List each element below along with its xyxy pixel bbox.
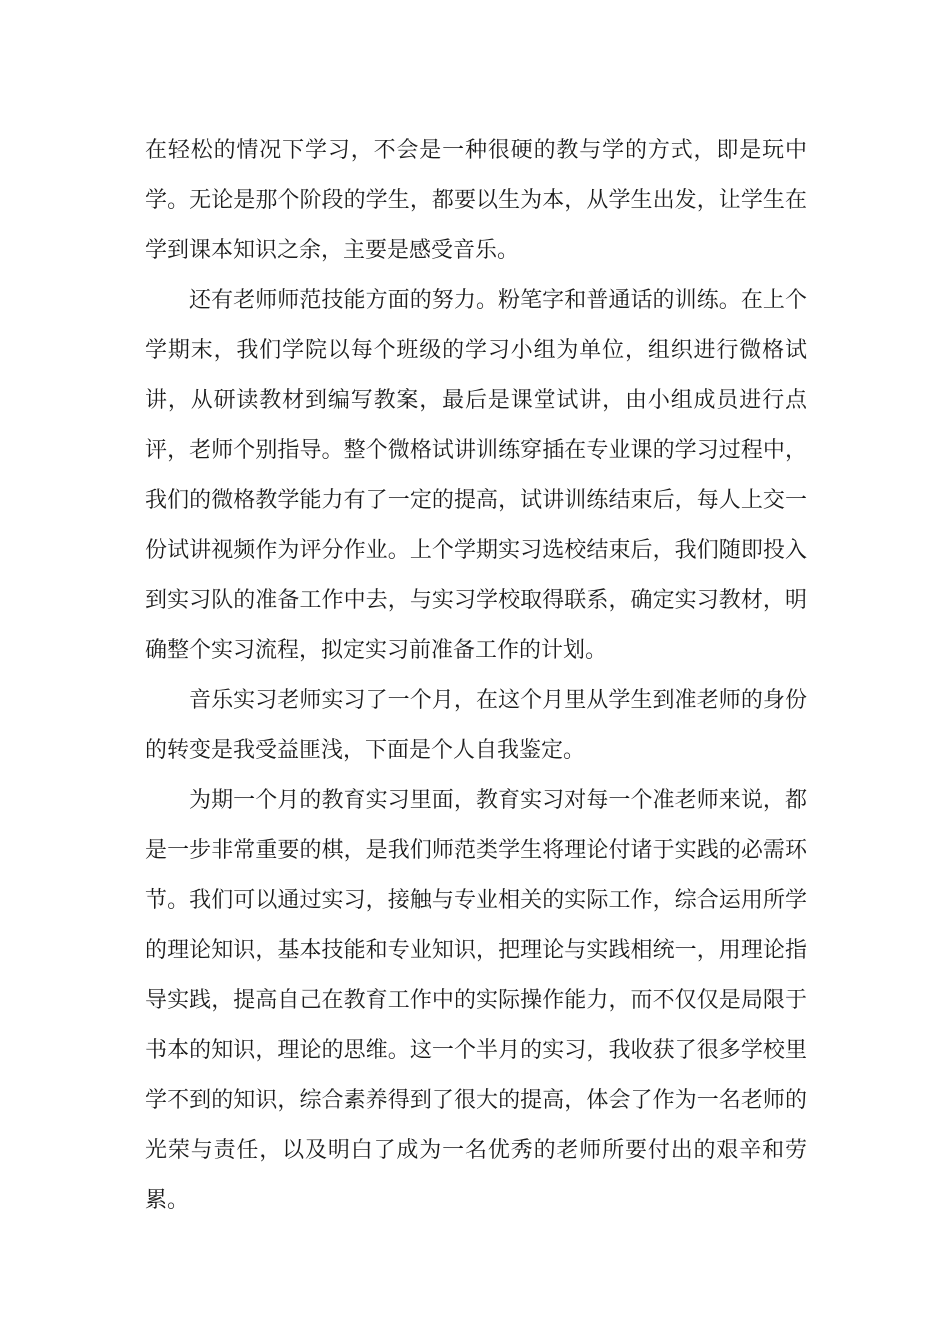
paragraph-2: 还有老师师范技能方面的努力。粉笔字和普通话的训练。在上个学期末，我们学院以每个班级的学习小组为单位，组织进行微格试讲，从研读教材到编写教案，最后是课堂试讲，由小组成员进行点评，老师个别指导。整个微格试讲训练穿插在专业课的学习过程中，我们的微格教学能力有了一定的提高，试讲训练结束后，每人上交一份试讲视频作为评分作业。上个学期实习选校结束后，我们随即投入到实习队的准备工作中去，与实习学校取得联系，确定实习教材，明确整个实习流程，拟定实习前准备工作的计划。 <box>145 288 807 663</box>
paragraph-1: 在轻松的情况下学习，不会是一种很硬的教与学的方式，即是玩中学。无论是那个阶段的学生，都要以生为本，从学生出发，让学生在学到课本知识之余，主要是感受音乐。 <box>145 138 807 263</box>
paragraph-4: 为期一个月的教育实习里面，教育实习对每一个准老师来说，都是一步非常重要的棋，是我们师范类学生将理论付诸于实践的必需环节。我们可以通过实习，接触与专业相关的实际工作，综合运用所学的理论知识，基本技能和专业知识，把理论与实践相统一，用理论指导实践，提高自己在教育工作中的实际操作能力，而不仅仅是局限于书本的知识，理论的思维。这一个半月的实习，我收获了很多学校里学不到的知识，综合素养得到了很大的提高，体会了作为一名老师的光荣与责任，以及明白了成为一名优秀的老师所要付出的艰辛和劳累。 <box>145 788 807 1213</box>
paragraph-3: 音乐实习老师实习了一个月，在这个月里从学生到准老师的身份的转变是我受益匪浅，下面是个人自我鉴定。 <box>145 688 807 763</box>
document-body <box>145 126 807 1226</box>
